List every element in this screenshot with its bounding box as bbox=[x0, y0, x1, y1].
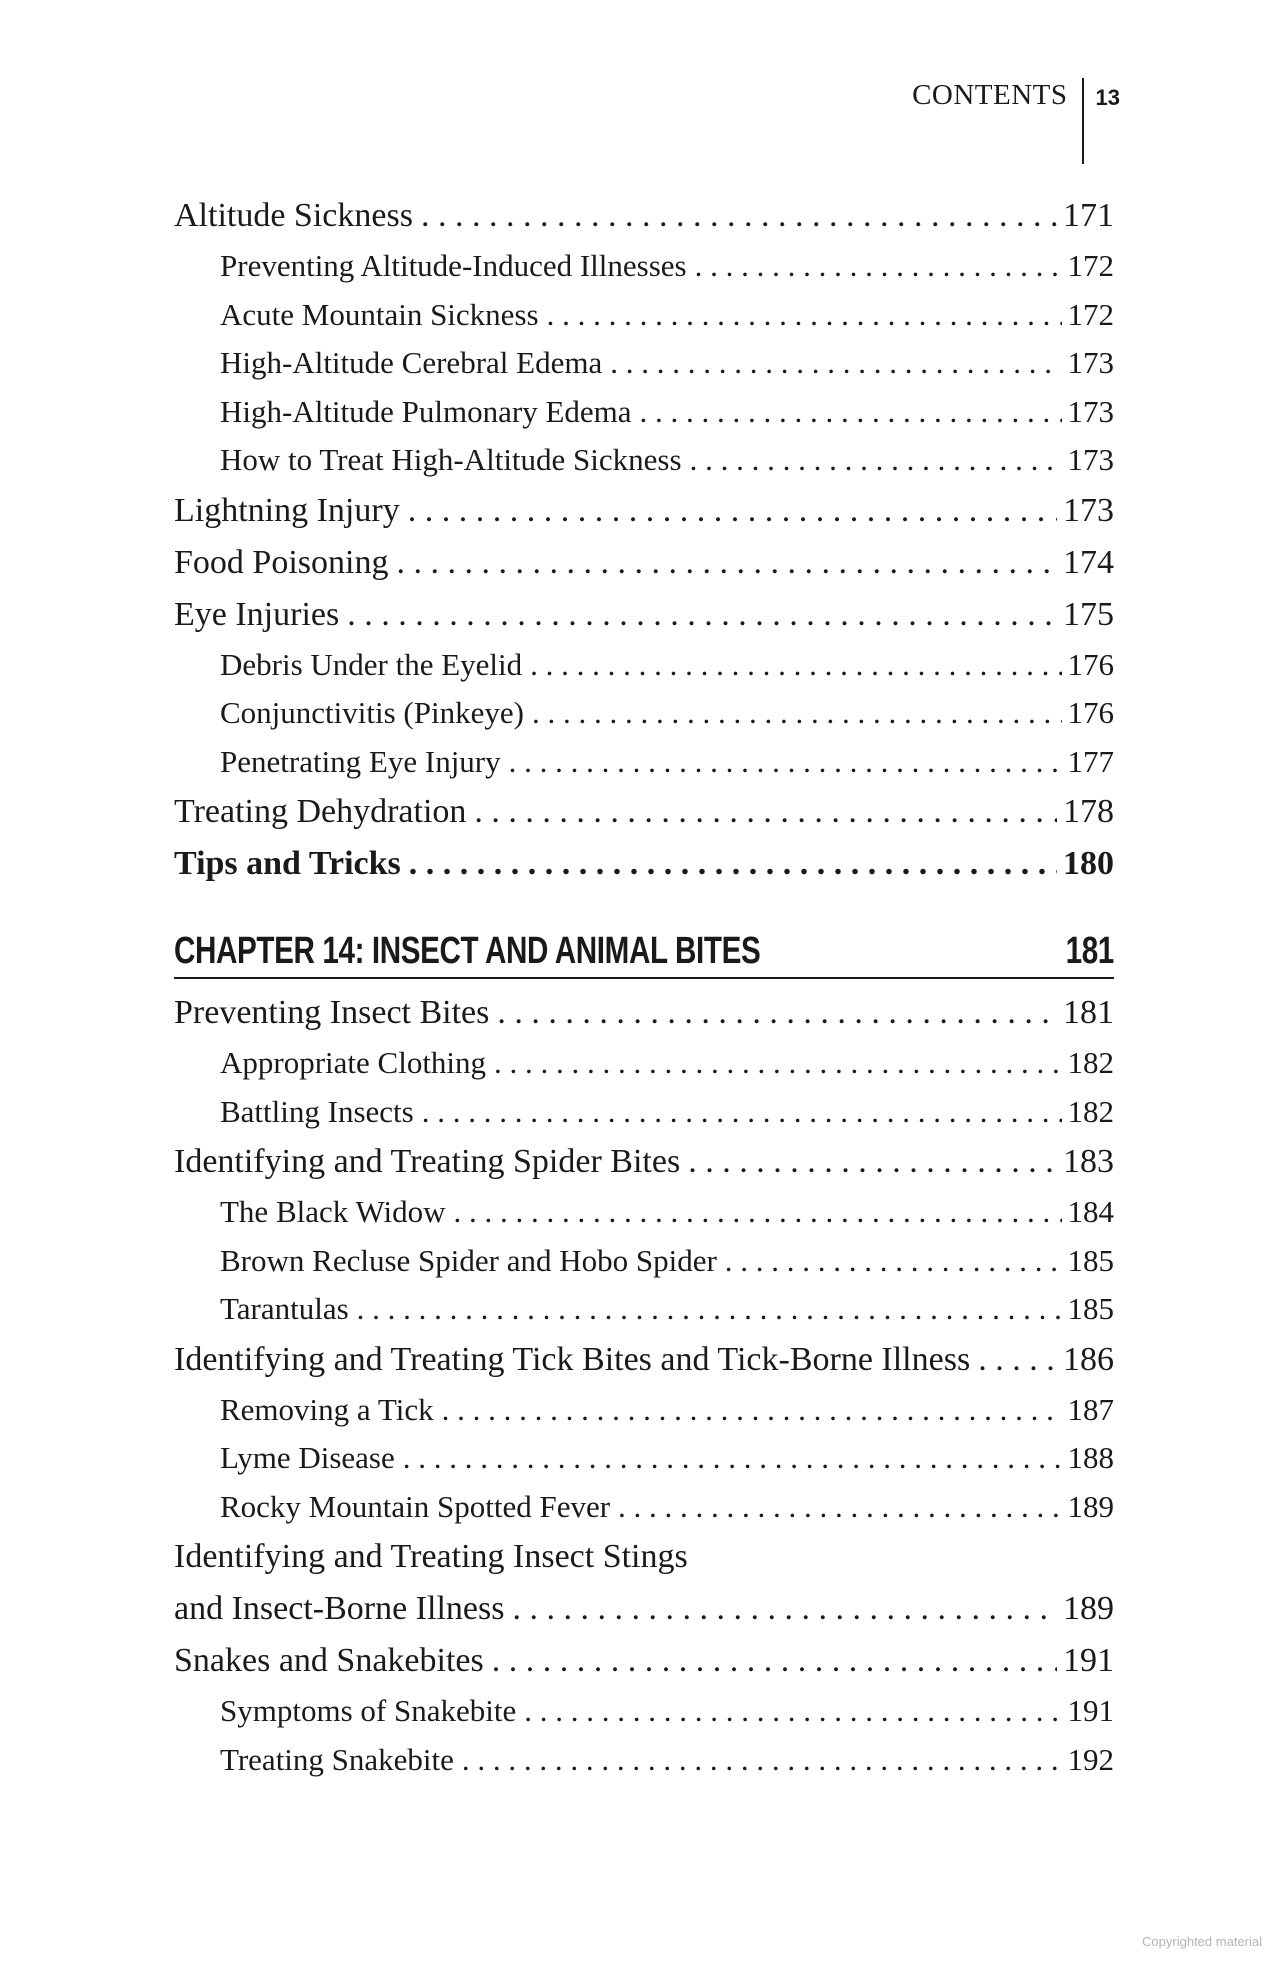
toc-entry-page: 183 bbox=[1063, 1143, 1114, 1180]
dot-leader bbox=[474, 786, 1057, 838]
toc-entry-page: 182 bbox=[1067, 1093, 1114, 1129]
dot-leader bbox=[509, 738, 1062, 787]
toc-subentry bbox=[174, 1088, 1114, 1137]
dot-leader bbox=[497, 987, 1057, 1039]
toc-entry-page: 186 bbox=[1063, 1340, 1114, 1378]
dot-leader bbox=[610, 339, 1061, 388]
toc-entry-page: 184 bbox=[1067, 1194, 1114, 1229]
dot-leader bbox=[640, 388, 1062, 437]
toc-subentry bbox=[174, 641, 1114, 690]
toc-entry-page: 177 bbox=[1067, 743, 1114, 779]
toc-subentry bbox=[174, 339, 1114, 388]
toc-entry-label: Appropriate Clothing bbox=[220, 1045, 487, 1080]
toc-subentry bbox=[174, 1483, 1114, 1532]
toc-entry-page: 191 bbox=[1063, 1642, 1114, 1679]
toc-entry-page: 181 bbox=[1063, 994, 1114, 1031]
dot-leader bbox=[357, 1285, 1062, 1334]
toc-entry-label: Treating Dehydration bbox=[174, 793, 467, 830]
dot-leader bbox=[532, 689, 1062, 738]
toc-entry-page: 173 bbox=[1063, 491, 1114, 529]
toc-entry-page: 178 bbox=[1063, 793, 1114, 830]
toc-entry bbox=[174, 786, 1114, 838]
toc-entry-label: Snakes and Snakebites bbox=[174, 1642, 484, 1679]
toc-entry-page: 192 bbox=[1067, 1741, 1114, 1777]
dot-leader bbox=[512, 1583, 1057, 1635]
toc-subentry bbox=[174, 1386, 1114, 1435]
table-of-contents bbox=[174, 190, 1114, 1784]
dot-leader bbox=[492, 1635, 1057, 1687]
toc-entry bbox=[174, 1136, 1114, 1188]
toc-entry-label: Preventing Insect Bites bbox=[174, 994, 490, 1031]
chapter-title: CHAPTER 14: INSECT AND ANIMAL BITES bbox=[174, 930, 761, 972]
toc-entry-label: Brown Recluse Spider and Hobo Spider bbox=[220, 1242, 717, 1278]
toc-entry bbox=[174, 589, 1114, 641]
toc-entry-label: Symptoms of Snakebite bbox=[220, 1693, 517, 1728]
toc-entry-page: 172 bbox=[1067, 248, 1114, 283]
toc-section-chapter-14 bbox=[174, 987, 1114, 1531]
dot-leader bbox=[524, 1687, 1061, 1736]
dot-leader bbox=[403, 1434, 1062, 1483]
copyright-watermark: Copyrighted material bbox=[1142, 1934, 1262, 1949]
dot-leader bbox=[725, 1237, 1062, 1286]
running-header bbox=[912, 78, 1120, 164]
toc-entry-label: How to Treat High-Altitude Sickness bbox=[220, 442, 682, 477]
toc-entry-page: 191 bbox=[1067, 1693, 1114, 1728]
toc-entry-label: Debris Under the Eyelid bbox=[220, 646, 523, 682]
toc-entry-page: 172 bbox=[1067, 296, 1114, 332]
toc-entry-label: Conjunctivitis (Pinkeye) bbox=[220, 695, 524, 730]
toc-entry-page: 176 bbox=[1067, 646, 1114, 682]
toc-subentry bbox=[174, 436, 1114, 485]
toc-entry-page: 187 bbox=[1067, 1391, 1114, 1427]
dot-leader bbox=[494, 1039, 1061, 1088]
toc-entry-label: Tips and Tricks bbox=[174, 845, 401, 882]
dot-leader bbox=[690, 436, 1062, 485]
toc-entry-label: Eye Injuries bbox=[174, 595, 340, 633]
toc-entry-page: 174 bbox=[1063, 543, 1114, 581]
toc-entry-label: Identifying and Treating Spider Bites bbox=[174, 1143, 681, 1180]
toc-subentry bbox=[174, 689, 1114, 738]
toc-entry-label: Acute Mountain Sickness bbox=[220, 296, 539, 332]
dot-leader bbox=[421, 190, 1057, 242]
toc-entry-label: Battling Insects bbox=[220, 1093, 414, 1129]
dot-leader bbox=[422, 1088, 1062, 1137]
toc-entry-label: Tarantulas bbox=[220, 1291, 349, 1326]
toc-entry-page: 176 bbox=[1067, 695, 1114, 730]
toc-section-snakes bbox=[174, 1635, 1114, 1784]
dot-leader bbox=[618, 1483, 1061, 1532]
toc-entry-label: The Black Widow bbox=[220, 1194, 446, 1229]
toc-entry-label: Food Poisoning bbox=[174, 543, 389, 581]
toc-entry-label: Treating Snakebite bbox=[220, 1741, 454, 1777]
toc-entry-page: 180 bbox=[1063, 845, 1114, 882]
toc-entry-page: 185 bbox=[1067, 1291, 1114, 1326]
toc-entry-label: Lightning Injury bbox=[174, 491, 400, 529]
toc-subentry bbox=[174, 388, 1114, 437]
toc-subentry bbox=[174, 1237, 1114, 1286]
toc-entry-label: Identifying and Treating Tick Bites and Tick-Borne Illness bbox=[174, 1340, 971, 1378]
toc-subentry bbox=[174, 1434, 1114, 1483]
toc-entry bbox=[174, 537, 1114, 589]
toc-entry-label: Altitude Sickness bbox=[174, 197, 413, 234]
toc-subentry bbox=[174, 242, 1114, 291]
toc-entry-label: High-Altitude Cerebral Edema bbox=[220, 345, 603, 380]
toc-entry-page: 182 bbox=[1067, 1045, 1114, 1080]
dot-leader bbox=[530, 641, 1061, 690]
toc-entry-page: 171 bbox=[1063, 197, 1114, 234]
dot-leader bbox=[688, 1136, 1057, 1188]
chapter-heading bbox=[174, 930, 1114, 979]
toc-entry bbox=[174, 1334, 1114, 1386]
dot-leader bbox=[409, 838, 1057, 890]
toc-entry-page: 173 bbox=[1067, 393, 1114, 429]
toc-entry bbox=[174, 190, 1114, 242]
toc-entry-page: 173 bbox=[1067, 345, 1114, 380]
dot-leader bbox=[547, 291, 1062, 340]
toc-entry-line2 bbox=[174, 1583, 1114, 1635]
chapter-page-number: 181 bbox=[1065, 930, 1114, 972]
toc-entry-label: Removing a Tick bbox=[220, 1391, 434, 1427]
dot-leader bbox=[978, 1334, 1057, 1386]
dot-leader bbox=[462, 1736, 1062, 1785]
toc-subentry bbox=[174, 1687, 1114, 1736]
toc-entry-label-line2: and Insect-Borne Illness bbox=[174, 1590, 505, 1627]
toc-entry-page: 175 bbox=[1063, 595, 1114, 633]
toc-subentry bbox=[174, 1736, 1114, 1785]
page-number: 13 bbox=[1095, 85, 1120, 110]
toc-entry-label: Preventing Altitude-Induced Illnesses bbox=[220, 248, 687, 283]
toc-entry-label: Lyme Disease bbox=[220, 1440, 395, 1475]
toc-entry-label: High-Altitude Pulmonary Edema bbox=[220, 393, 632, 429]
dot-leader bbox=[442, 1386, 1062, 1435]
toc-subentry bbox=[174, 1039, 1114, 1088]
toc-entry-multiline bbox=[174, 1531, 1114, 1635]
dot-leader bbox=[396, 537, 1057, 589]
toc-entry bbox=[174, 1635, 1114, 1687]
dot-leader bbox=[695, 242, 1062, 291]
toc-subentry bbox=[174, 1285, 1114, 1334]
toc-entry-page: 189 bbox=[1063, 1590, 1114, 1627]
running-title: CONTENTS bbox=[912, 79, 1068, 111]
toc-subentry bbox=[174, 1188, 1114, 1237]
toc-entry-page: 173 bbox=[1067, 442, 1114, 477]
toc-entry-label: Rocky Mountain Spotted Fever bbox=[220, 1488, 611, 1524]
dot-leader bbox=[453, 1188, 1061, 1237]
toc-entry bbox=[174, 838, 1114, 890]
toc-entry-label-line1: Identifying and Treating Insect Stings bbox=[174, 1538, 688, 1575]
toc-entry-label: Penetrating Eye Injury bbox=[220, 743, 501, 779]
toc-entry bbox=[174, 987, 1114, 1039]
toc-subentry bbox=[174, 291, 1114, 340]
toc-entry-page: 185 bbox=[1067, 1242, 1114, 1278]
dot-leader bbox=[408, 485, 1057, 537]
toc-entry-page: 189 bbox=[1067, 1488, 1114, 1524]
toc-entry-page: 188 bbox=[1067, 1440, 1114, 1475]
toc-subentry bbox=[174, 738, 1114, 787]
dot-leader bbox=[347, 589, 1057, 641]
toc-entry bbox=[174, 485, 1114, 537]
toc-section-chapter-13 bbox=[174, 190, 1114, 890]
